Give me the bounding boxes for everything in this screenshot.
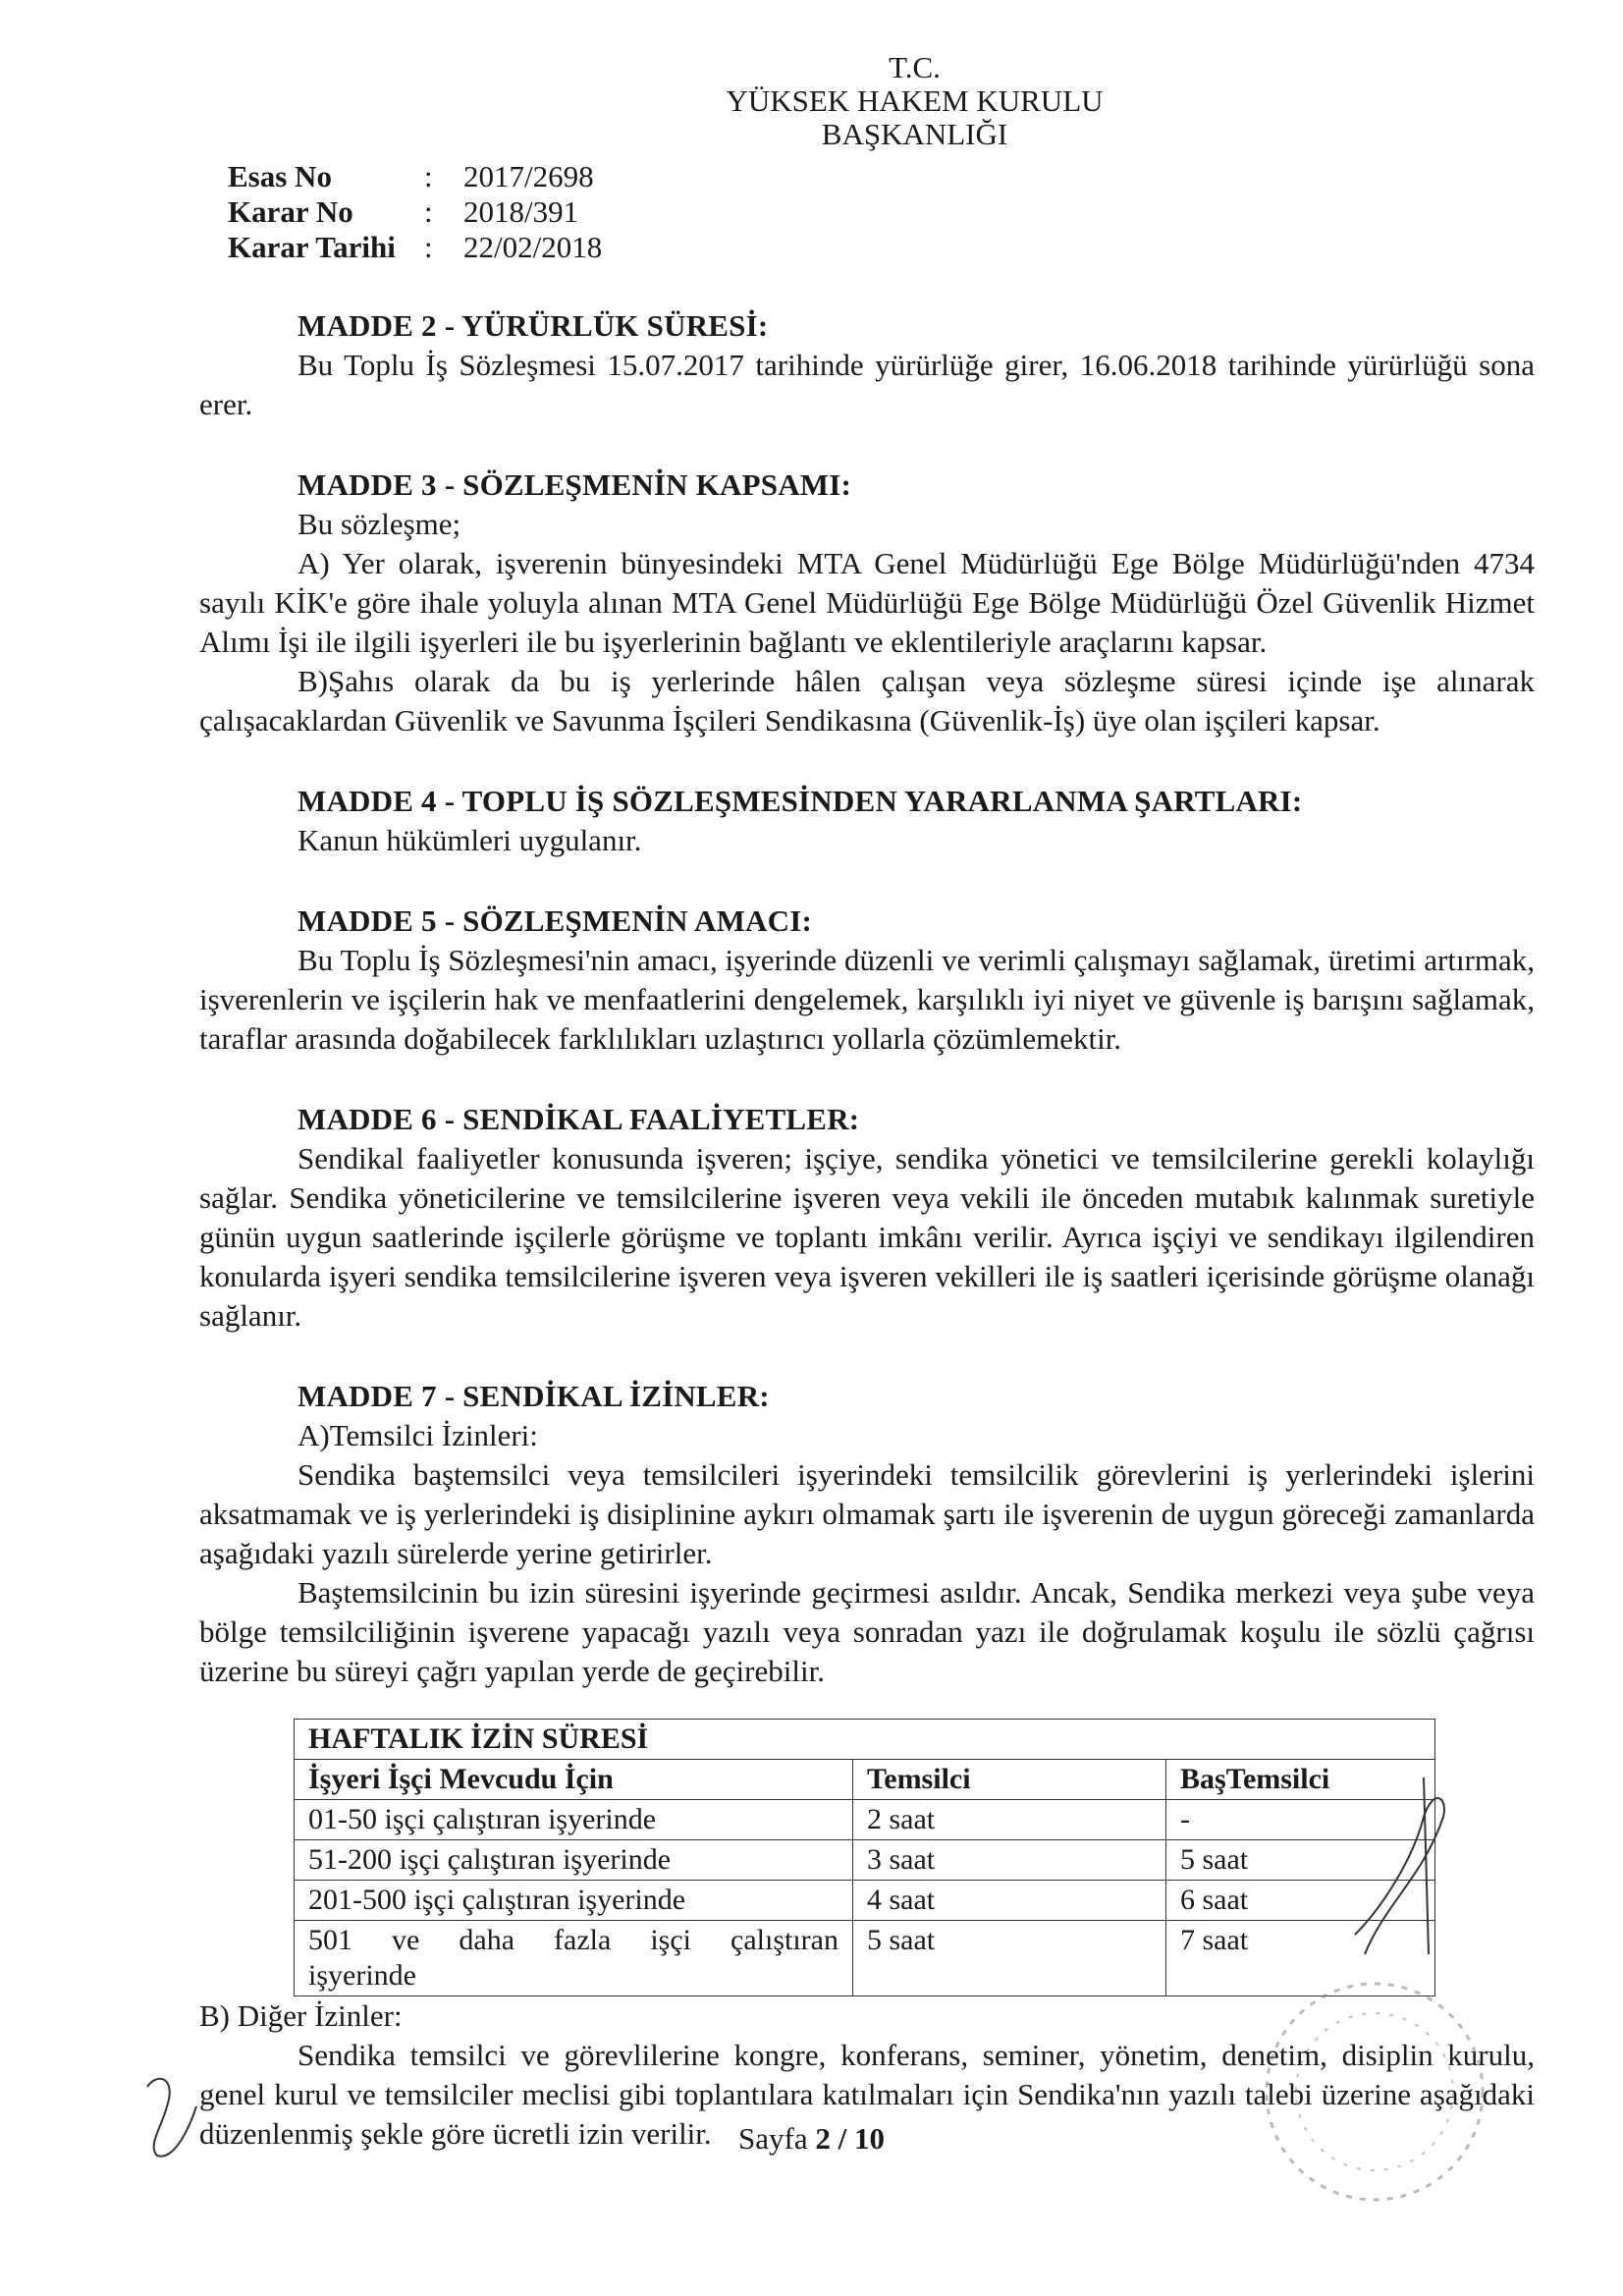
table-cell: 51-200 işçi çalıştıran işyerinde	[295, 1840, 853, 1881]
subsection-a-paragraph-1: Sendika baştemsilci veya temsilcileri işyerindeki temsilcilik görevlerini iş yerlerindeki işlerini aksatmamak ve iş yerlerindeki iş disiplinine aykırı olmamak şartı ile işverenin de uygun göreceği zamanlarda aşağıdaki yazılı sürelerde yerine getirirler.	[199, 1457, 1535, 1570]
signature-mark	[1325, 1758, 1483, 1974]
meta-value: 22/02/2018	[463, 230, 603, 264]
meta-colon: :	[424, 194, 433, 229]
meta-label: Karar Tarihi	[228, 230, 396, 264]
table-title-row	[295, 1720, 1435, 1760]
article-text: Sendikal faaliyetler konusunda işveren; işçiye, sendika yönetici ve temsilcilerine gerekli kolaylığı sağlar. Sendika yöneticilerine ve temsilcilerine işveren veya vekili ile önceden mutabık kalınmak suretiyle günün uygun saatlerinde işçilerle görüşme ve toplantı imkânı verilir. Ayrıca işçiyi ve sendikayı ilgilendiren konularda işyeri sendika temsilcilerine işveren veya işveren vekilleri ile iş saatleri içerisinde görüşme olanağı sağlanır.	[199, 1141, 1535, 1333]
header-institution: YÜKSEK HAKEM KURULU	[726, 83, 1104, 118]
table-cell: 6 saat	[1166, 1881, 1435, 1921]
table-row	[295, 1800, 1435, 1840]
table-row	[295, 1881, 1435, 1921]
article-title: MADDE 7 - SENDİKAL İZİNLER:	[298, 1379, 770, 1413]
article-5	[199, 902, 1535, 1059]
article-intro: Bu sözleşme;	[298, 507, 461, 541]
article-4	[199, 782, 1535, 860]
page-footer	[0, 2121, 1623, 2157]
document-header	[0, 51, 1623, 151]
table-header-row	[295, 1760, 1435, 1800]
case-metadata	[228, 159, 602, 265]
article-2	[199, 306, 1535, 424]
column-header: İşyeri İşçi Mevcudu İçin	[295, 1760, 853, 1800]
article-text: Kanun hükümleri uygulanır.	[298, 823, 642, 857]
article-text: Bu Toplu İş Sözleşmesi'nin amacı, işyerinde düzenli ve verimli çalışmayı sağlamak, üretimi artırmak, işverenlerin ve işçilerin hak ve menfaatlerini dengelemek, karşılıklı iyi niyet ve güvenle iş barışını sağlamak, taraflar arasında doğabilecek farklılıkları uzlaştırıcı yollarla çözümlemektir.	[199, 943, 1535, 1056]
article-title: MADDE 4 - TOPLU İŞ SÖZLEŞMESİNDEN YARARLANMA ŞARTLARI:	[298, 784, 1303, 818]
article-title: MADDE 6 - SENDİKAL FAALİYETLER:	[298, 1102, 860, 1136]
header-department: BAŞKANLIĞI	[821, 117, 1008, 151]
article-6	[199, 1100, 1535, 1336]
subsection-a-paragraph-2: Baştemsilcinin bu izin süresini işyerinde geçirmesi asıldır. Ancak, Sendika merkezi veya şube veya bölge temsilciliğinin işverene yapacağı yazılı veya sonradan yazı ile doğrulamak koşulu ile sözlü çağrısı üzerine bu süreyi çağrı yapılan yerde de geçirebilir.	[199, 1575, 1535, 1688]
table-cell: 3 saat	[853, 1840, 1166, 1881]
article-clause-a: A) Yer olarak, işverenin bünyesindeki MTA Genel Müdürlüğü Ege Bölge Müdürlüğü'nden 4734 sayılı KİK'e göre ihale yoluyla alınan MTA Genel Müdürlüğü Ege Bölge Müdürlüğü Özel Güvenlik Hizmet Alımı İşi ile ilgili işyerleri ile bu işyerlerinin bağlantı ve eklentileriyle araçlarını kapsar.	[199, 546, 1535, 659]
meta-colon: :	[424, 230, 433, 264]
page-number: 2 / 10	[815, 2121, 885, 2156]
table-cell-line: 501 ve daha fazla işçi çalıştıran	[308, 1924, 839, 1956]
article-title: MADDE 2 - YÜRÜRLÜK SÜRESİ:	[298, 308, 769, 343]
article-text: Bu Toplu İş Sözleşmesi 15.07.2017 tarihinde yürürlüğe girer, 16.06.2018 tarihinde yürürlüğü sona erer.	[199, 348, 1535, 421]
table-cell: 01-50 işçi çalıştıran işyerinde	[295, 1800, 853, 1840]
column-header: BaşTemsilci	[1166, 1760, 1435, 1800]
article-title: MADDE 3 - SÖZLEŞMENİN KAPSAMI:	[298, 467, 852, 502]
table-cell-line: işyerinde	[308, 1959, 416, 1992]
meta-row-karar-no	[228, 194, 602, 230]
table-cell: 7 saat	[1166, 1921, 1435, 1996]
table-cell: 5 saat	[853, 1921, 1166, 1996]
meta-row-esas	[228, 159, 602, 194]
meta-label: Karar No	[228, 194, 353, 229]
column-header: Temsilci	[853, 1760, 1166, 1800]
header-tc: T.C.	[889, 50, 941, 84]
subsection-b-paragraph-1: Sendika temsilci ve görevlilerine kongre, konferans, seminer, yönetim, denetim, disiplin kurulu, genel kurul ve temsilciler meclisi gibi toplantılara katılmaları için Sendika'nın yazılı talebi üzerine aşağıdaki düzenlenmiş şekle göre ücretli izin verilir.	[199, 2038, 1535, 2151]
meta-row-karar-tarihi	[228, 230, 602, 265]
meta-label: Esas No	[228, 159, 332, 193]
table-cell: 2 saat	[853, 1800, 1166, 1840]
meta-value: 2018/391	[463, 194, 579, 229]
table-cell	[295, 1921, 853, 1996]
table-cell: 4 saat	[853, 1881, 1166, 1921]
table-cell: 201-500 işçi çalıştıran işyerinde	[295, 1881, 853, 1921]
subsection-b-title: B) Diğer İzinler:	[199, 1998, 403, 2033]
table-title: HAFTALIK İZİN SÜRESİ	[295, 1720, 1435, 1760]
table-cell: -	[1166, 1800, 1435, 1840]
article-clause-b: B)Şahıs olarak da bu iş yerlerinde hâlen çalışan veya sözleşme süresi içinde işe alınarak çalışacaklardan Güvenlik ve Savunma İşçileri Sendikasına (Güvenlik-İş) üye olan işçileri kapsar.	[199, 664, 1535, 738]
table-row	[295, 1840, 1435, 1881]
meta-colon: :	[424, 159, 433, 193]
subsection-a-title: A)Temsilci İzinleri:	[298, 1418, 538, 1452]
meta-value: 2017/2698	[463, 159, 594, 193]
article-title: MADDE 5 - SÖZLEŞMENİN AMACI:	[298, 903, 813, 938]
stamp-seal	[1227, 1954, 1522, 2249]
page-label: Sayfa	[738, 2121, 808, 2156]
article-3	[199, 465, 1535, 740]
table-cell: 5 saat	[1166, 1840, 1435, 1881]
